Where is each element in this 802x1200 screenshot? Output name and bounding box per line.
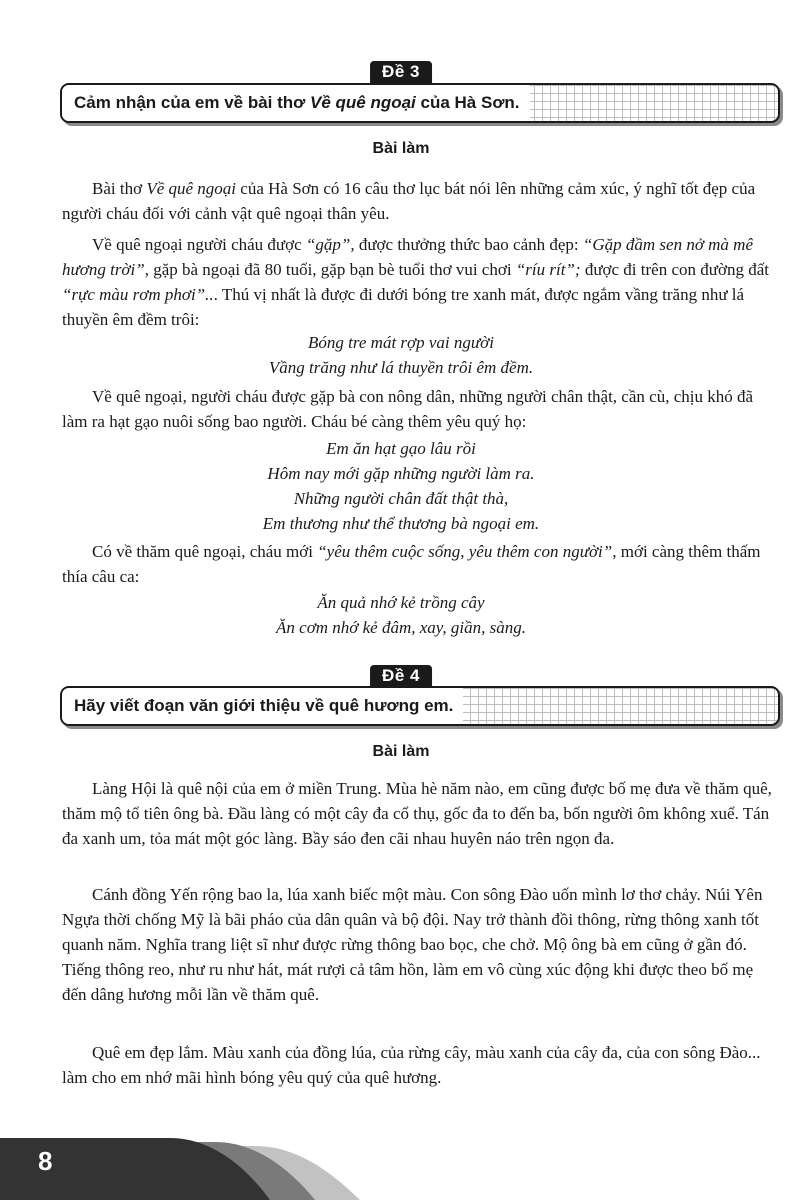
verse-de3-3 bbox=[0, 590, 802, 640]
verse-line: Vầng trăng như lá thuyền trôi êm đềm. bbox=[268, 358, 534, 377]
prompt-box-de-3 bbox=[60, 83, 780, 123]
paragraph-de4-3: Quê em đẹp lắm. Màu xanh của đồng lúa, của rừng cây, màu xanh của cây đa, của con sông Đào... làm cho em nhớ mãi hình bóng yêu quý của quê hương. bbox=[62, 1043, 761, 1087]
verse-line: Những người chân đất thật thà, bbox=[293, 489, 509, 508]
prompt-text-de-3: Cảm nhận của em về bài thơ Về quê ngoại của Hà Sơn. bbox=[62, 85, 530, 121]
exercise-tag-de-3: Đề 3 bbox=[370, 61, 432, 84]
paragraph-de4-1: Làng Hội là quê nội của em ở miền Trung. Mùa hè năm nào, em cũng được bố mẹ đưa về thăm quê, thăm mộ tổ tiên ông bà. Đầu làng có một cây đa cổ thụ, gốc đa to đến ba, bốn người ôm không xuể. Tán đa xanh um, tỏa mát một góc làng. Bầy sáo đen cãi nhau huyên náo trên ngọn đa. bbox=[62, 779, 772, 848]
prompt-box-de-4 bbox=[60, 686, 780, 726]
verse-line: Em ăn hạt gạo lâu rồi bbox=[326, 439, 476, 458]
paragraph-de3-4: Có về thăm quê ngoại, cháu mới “yêu thêm cuộc sống, yêu thêm con người”, mới càng thêm thấm thía câu ca: bbox=[62, 542, 761, 586]
verse-line: Ăn cơm nhớ kẻ đâm, xay, giần, sàng. bbox=[276, 618, 526, 637]
paragraph-de3-2: Về quê ngoại người cháu được “gặp”, được thưởng thức bao cảnh đẹp: “Gặp đầm sen nở mà mê hương trời”, gặp bà ngoại đã 80 tuổi, gặp bạn bè tuổi thơ vui chơi “ríu rít”; được đi trên con đường đất “rực màu rơm phơi”... Thú vị nhất là được đi dưới bóng tre xanh mát, được ngắm vầng trăng như lá thuyền êm đềm trôi: bbox=[62, 235, 769, 329]
section-heading-de-3: Bài làm bbox=[372, 140, 430, 157]
paragraph-de3-1: Bài thơ Về quê ngoại của Hà Sơn có 16 câu thơ lục bát nói lên những cảm xúc, ý nghĩ tốt đẹp của người cháu đối với cảnh vật quê ngoại thân yêu. bbox=[62, 179, 756, 223]
page-number: 8 bbox=[38, 1146, 53, 1176]
verse-de3-1 bbox=[0, 330, 802, 380]
verse-line: Ăn quả nhớ kẻ trồng cây bbox=[317, 593, 485, 612]
verse-line: Bóng tre mát rợp vai người bbox=[308, 333, 494, 352]
verse-de3-2 bbox=[0, 436, 802, 536]
verse-line: Em thương như thể thương bà ngoại em. bbox=[262, 514, 540, 533]
exercise-tag-de-4: Đề 4 bbox=[370, 665, 432, 688]
page-corner-decoration bbox=[0, 1130, 360, 1200]
verse-line: Hôm nay mới gặp những người làm ra. bbox=[267, 464, 535, 483]
paragraph-de4-2: Cánh đồng Yến rộng bao la, lúa xanh biếc một màu. Con sông Đào uốn mình lơ thơ chảy. Núi Yên Ngựa thời chống Mỹ là bãi pháo của dân quân và bộ đội. Nay trở thành đồi thông, rừng thông xanh tốt quanh năm. Nghĩa trang liệt sĩ như được rừng thông bao bọc, che chở. Mộ ông bà em cũng ở gần đó. Tiếng thông reo, như ru như hát, mát rượi cả tâm hồn, làm em vô cùng xúc động khi được theo bố mẹ đến dâng hương mỗi lần về thăm quê. bbox=[62, 885, 763, 1004]
prompt-text-de-4: Hãy viết đoạn văn giới thiệu về quê hương em. bbox=[62, 688, 463, 724]
paragraph-de3-3: Về quê ngoại, người cháu được gặp bà con nông dân, những người chân thật, cần cù, chịu khó đã làm ra hạt gạo nuôi sống bao người. Cháu bé càng thêm yêu quý họ: bbox=[62, 387, 754, 431]
section-heading-de-4: Bài làm bbox=[372, 743, 430, 760]
